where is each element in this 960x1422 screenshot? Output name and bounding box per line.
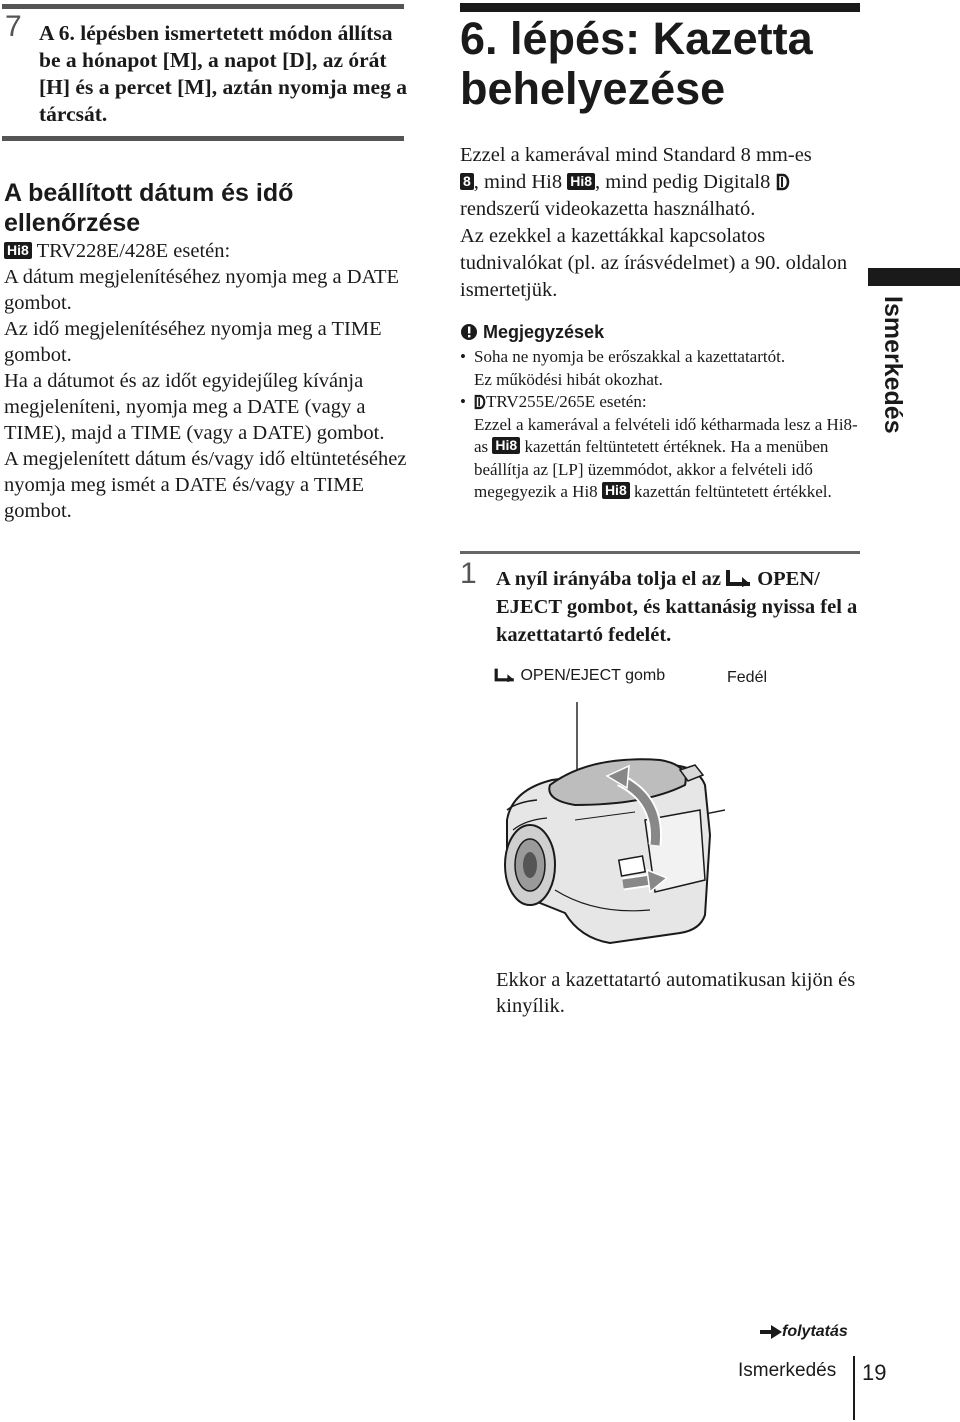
footer-section-name: Ismerkedés bbox=[738, 1360, 837, 1381]
intro-text bbox=[460, 142, 870, 304]
note-item: • Soha ne nyomja be erőszakkal a kazettatartót. bbox=[460, 347, 786, 366]
continue-indicator: folytatás bbox=[760, 1323, 848, 1341]
note-icon bbox=[460, 323, 478, 341]
label-cover: Fedél bbox=[727, 669, 768, 686]
check-date-body bbox=[4, 238, 409, 524]
open-eject-icon bbox=[494, 667, 516, 683]
arrow-right-icon bbox=[760, 1325, 782, 1339]
side-tab-bar bbox=[868, 268, 960, 286]
figure-caption: Ekkor a kazettatartó automatikusan kijön és kinyílik. bbox=[496, 969, 856, 1017]
notes-heading bbox=[460, 322, 604, 343]
step-1-number: 1 bbox=[460, 557, 477, 590]
camcorder-illustration bbox=[495, 690, 725, 950]
section-title-check-date: A beállított dátum és idő ellenőrzése bbox=[4, 179, 294, 237]
intro-part-a: Ezzel a kamerával mind Standard 8 mm-es bbox=[460, 144, 812, 166]
page-title: 6. lépés: Kazetta behelyezése bbox=[460, 13, 813, 114]
notes-list bbox=[460, 346, 860, 504]
paragraph-time: Az idő megjelenítéséhez nyomja meg a TIME gombot. bbox=[4, 318, 382, 366]
note-item: • TRV255E/265E esetén: bbox=[460, 392, 647, 411]
hi8-icon: Hi8 bbox=[602, 482, 630, 499]
top-rule-left bbox=[2, 4, 404, 9]
hi8-icon: Hi8 bbox=[567, 173, 595, 190]
note-item-continuation: Ezzel a kamerával a felvételi idő kétharmada lesz a Hi8-as Hi8 kazettán feltüntetett értéknek. Ha a menüben beállítja az [LP] üzemmódot, akkor a felvételi idő megegyezik a Hi8 Hi8 kazettán feltüntetett értékkel. bbox=[474, 414, 858, 501]
digital8-icon bbox=[474, 394, 486, 410]
step-7-text: A 6. lépésben ismertetett módon állítsa be a hónapot [M], a napot [D], az órát [H] és a percet [M], aztán nyomja meg a tárcsát. bbox=[39, 21, 407, 126]
digital8-icon bbox=[776, 173, 790, 191]
hi8-icon: Hi8 bbox=[4, 242, 32, 259]
standard8-icon: 8 bbox=[460, 173, 474, 190]
model-line-text: TRV228E/428E esetén: bbox=[36, 240, 231, 262]
open-eject-icon bbox=[726, 568, 752, 588]
intro-part-b: , mind Hi8 bbox=[473, 171, 563, 193]
intro-paragraph-2: Az ezekkel a kazettákkal kapcsolatos tudnivalókat (pl. az írásvédelmet) a 90. oldalon ismertetjük. bbox=[460, 225, 848, 301]
label-open-eject-button: OPEN/EJECT gomb bbox=[494, 667, 665, 685]
intro-part-d: rendszerű videokazetta használható. bbox=[460, 198, 756, 220]
step-7-number: 7 bbox=[5, 10, 22, 43]
footer-divider bbox=[853, 1356, 855, 1420]
page-number: 19 bbox=[862, 1360, 887, 1385]
paragraph-both: Ha a dátumot és az időt egyidejűleg kívánja megjeleníteni, nyomja meg a DATE (vagy a TIME), majd a TIME (vagy a DATE) gombot. bbox=[4, 370, 385, 444]
top-rule-right bbox=[460, 3, 860, 12]
hi8-icon: Hi8 bbox=[492, 437, 520, 454]
step-1-text: A nyíl irányába tolja el az OPEN/ EJECT gombot, és kattanásig nyissa fel a kazettatartó fedelét. bbox=[496, 568, 858, 646]
side-tab-label: Ismerkedés bbox=[879, 296, 907, 434]
paragraph-hide: A megjelenített dátum és/vagy idő eltüntetéséhez nyomja meg ismét a DATE és/vagy a TIME gombot. bbox=[4, 448, 407, 522]
section-divider-left bbox=[2, 136, 404, 141]
step-divider bbox=[460, 551, 860, 554]
note-item-continuation: Ez működési hibát okozhat. bbox=[474, 369, 663, 389]
paragraph-date: A dátum megjelenítéséhez nyomja meg a DATE gombot. bbox=[4, 266, 400, 314]
model-line bbox=[4, 238, 409, 264]
notes-title: Megjegyzések bbox=[483, 322, 605, 342]
intro-part-c: , mind pedig Digital8 bbox=[595, 171, 771, 193]
